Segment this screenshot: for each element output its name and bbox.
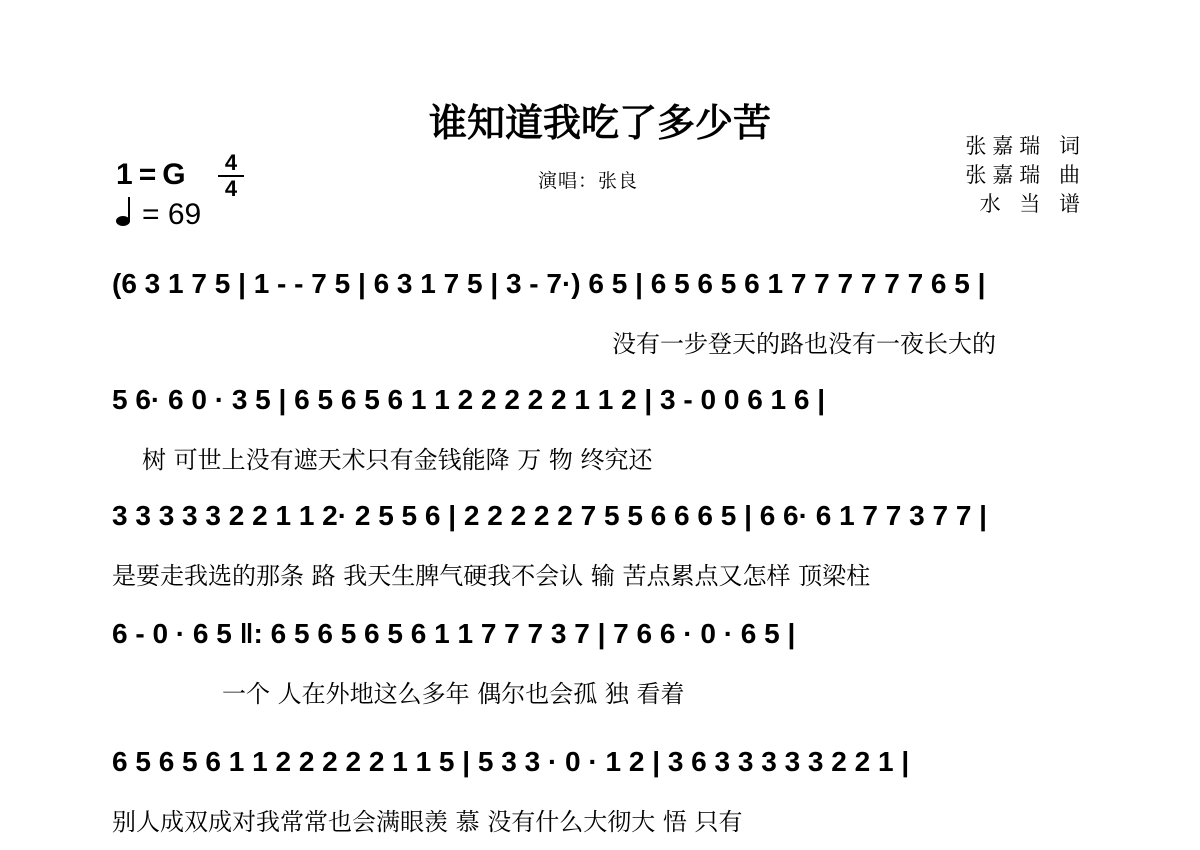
lyrics-row: 别人成双成对我常常也会满眼羡 慕 没有什么大彻大 悟 只有 [112, 808, 743, 836]
notes-row: 6 5 6 5 6 1 1 2 2 2 2 2 1 1 5 | 5 3 3 · 0 · 1 2 | 3 6 3 3 3 3 3 2 2 1 | [112, 746, 910, 777]
key-equals: = [138, 158, 157, 191]
quarter-note-icon [116, 197, 134, 235]
tempo-marking [116, 197, 201, 235]
composer-credit: 张嘉瑞 曲 [965, 163, 1086, 187]
lyrics-row: 没有一步登天的路也没有一夜长大的 [612, 330, 996, 358]
song-title: 谁知道我吃了多少苦 [428, 101, 771, 145]
tempo-bpm: 69 [167, 197, 202, 231]
tempo-equals: = [142, 197, 160, 231]
notes-row: 6 - 0 · 6 5 ‖: 6 5 6 5 6 5 6 1 1 7 7 7 3 7 | 7 6 6 · 0 · 6 5 | [112, 618, 796, 649]
time-signature-top: 4 [224, 150, 238, 175]
singer-credit: 演唱：张良 [538, 170, 639, 192]
key-signature [116, 158, 186, 192]
time-signature [218, 152, 244, 200]
key-tonic-number: 1 [116, 158, 133, 191]
key-letter: G [162, 158, 186, 191]
transcriber-credit: 水 当 谱 [979, 192, 1086, 216]
lyrics-row: 一个 人在外地这么多年 偶尔也会孤 独 看着 [222, 680, 685, 708]
notes-row: (6 3 1 7 5 | 1 - - 7 5 | 6 3 1 7 5 | 3 - 7·) 6 5 | 6 5 6 5 6 1 7 7 7 7 7 7 6 5 | [112, 268, 986, 299]
notes-row: 5 6· 6 0 · 3 5 | 6 5 6 5 6 1 1 2 2 2 2 2 1 1 2 | 3 - 0 0 6 1 6 | [112, 384, 826, 415]
lyricist-credit: 张嘉瑞 词 [965, 134, 1086, 158]
lyrics-row: 树 可世上没有遮天术只有金钱能降 万 物 终究还 [142, 446, 653, 474]
time-signature-bottom: 4 [224, 176, 238, 201]
lyrics-row: 是要走我选的那条 路 我天生脾气硬我不会认 输 苦点累点又怎样 顶梁柱 [112, 562, 871, 590]
notes-row: 3 3 3 3 3 2 2 1 1 2· 2 5 5 6 | 2 2 2 2 2 7 5 5 6 6 6 5 | 6 6· 6 1 7 7 3 7 7 | [112, 500, 988, 531]
credits-block [965, 132, 1086, 219]
